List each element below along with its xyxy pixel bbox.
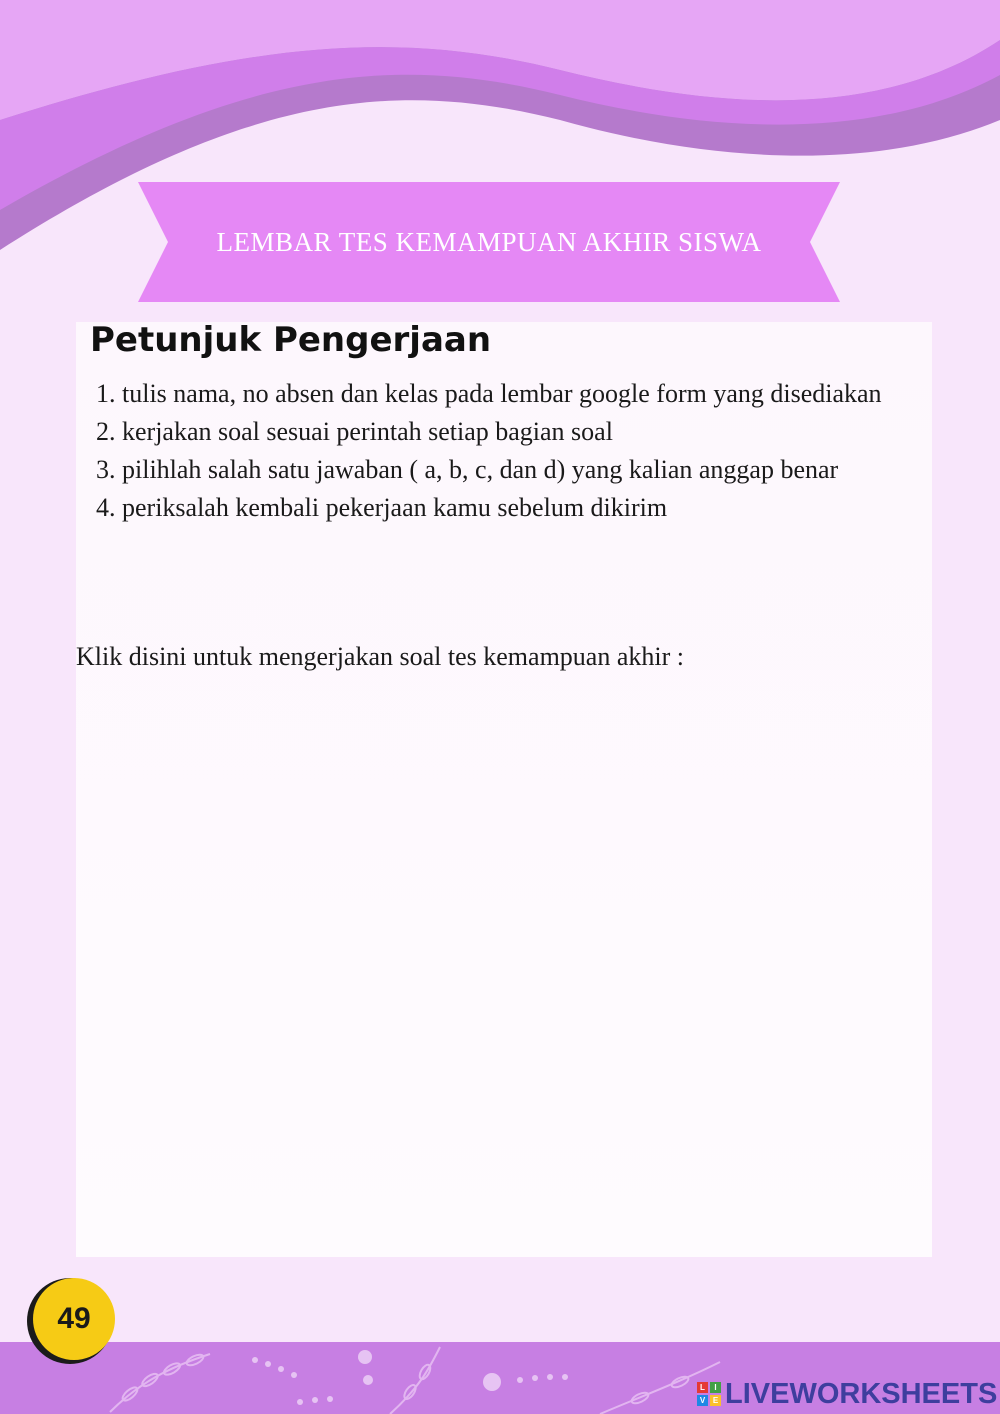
banner-title: LEMBAR TES KEMAMPUAN AKHIR SISWA (216, 226, 762, 257)
start-test-link[interactable]: Klik disini untuk mengerjakan soal tes kemampuan akhir : (76, 642, 684, 671)
logo-tile: E (710, 1395, 721, 1406)
instruction-text: pilihlah salah satu jawaban ( a, b, c, dan d) yang kalian anggap benar (122, 455, 839, 484)
instruction-text: tulis nama, no absen dan kelas pada lembar google form yang disediakan (122, 379, 882, 408)
instruction-number: 3. (96, 455, 116, 484)
instruction-text: kerjakan soal sesuai perintah setiap bagian soal (122, 417, 613, 446)
instruction-number: 2. (96, 417, 116, 446)
instructions-heading: Petunjuk Pengerjaan (90, 320, 492, 360)
instruction-item-2 (96, 413, 896, 451)
logo-tile: V (697, 1395, 708, 1406)
logo-tile: L (697, 1382, 708, 1393)
liveworksheets-wordmark: LIVEWORKSHEETS (725, 1377, 998, 1410)
instruction-number: 1. (96, 379, 116, 408)
instruction-item-4 (96, 489, 896, 527)
instructions-list (96, 375, 896, 527)
instruction-text: periksalah kembali pekerjaan kamu sebelum dikirim (122, 493, 668, 522)
liveworksheets-logo-icon (697, 1382, 721, 1406)
instruction-item-1 (96, 375, 896, 413)
page-number-badge: 49 (33, 1278, 115, 1360)
leaf-ornament-icon (110, 1347, 720, 1414)
instruction-number: 4. (96, 493, 116, 522)
liveworksheets-brand (697, 1377, 997, 1411)
logo-tile: I (710, 1382, 721, 1393)
instruction-item-3 (96, 451, 896, 489)
